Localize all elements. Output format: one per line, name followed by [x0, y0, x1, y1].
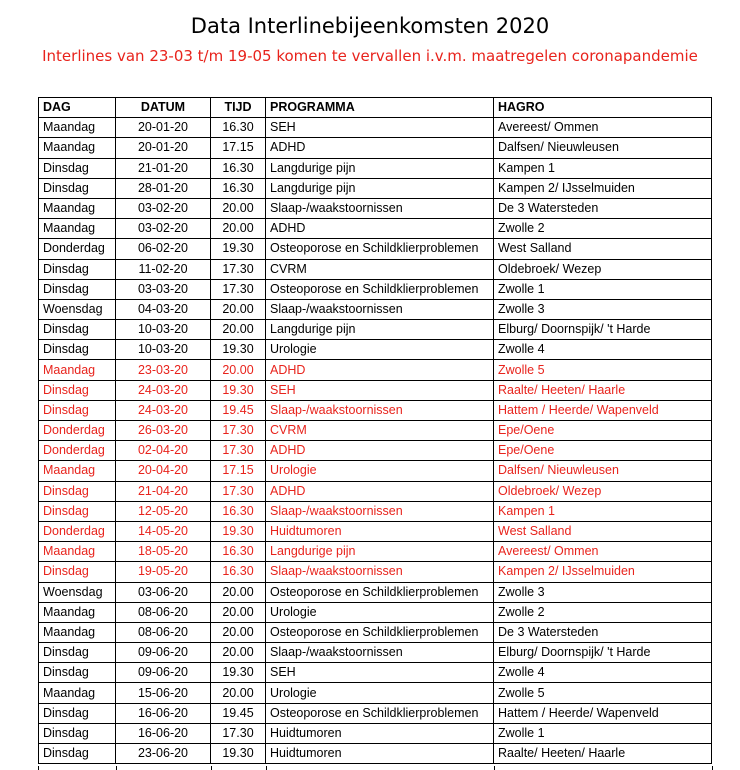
cell-programma: SEH — [266, 118, 494, 138]
cell-programma: Slaap-/waakstoornissen — [266, 501, 494, 521]
cell-datum: 03-02-20 — [116, 219, 211, 239]
cell-datum: 10-03-20 — [116, 340, 211, 360]
cell-programma: Osteoporose en Schildklierproblemen — [266, 622, 494, 642]
cell-programma: Langdurige pijn — [266, 320, 494, 340]
cell-dag: Dinsdag — [39, 501, 116, 521]
cell-datum: 24-03-20 — [116, 400, 211, 420]
cell-hagro: Kampen 2/ IJsselmuiden — [494, 178, 712, 198]
cell-hagro: Zwolle 4 — [494, 340, 712, 360]
cell-tijd: 20.00 — [211, 622, 266, 642]
cell-hagro: West Salland — [494, 239, 712, 259]
table-row — [39, 542, 712, 562]
cell-tijd: 19.30 — [211, 340, 266, 360]
cell-hagro: West Salland — [494, 521, 712, 541]
cell-datum: 20-04-20 — [116, 461, 211, 481]
cell-tijd: 19.30 — [211, 744, 266, 764]
cell-dag: Dinsdag — [39, 643, 116, 663]
cell-datum: 08-06-20 — [116, 622, 211, 642]
cell-datum: 21-01-20 — [116, 158, 211, 178]
cell-datum: 09-06-20 — [116, 663, 211, 683]
table-row — [39, 360, 712, 380]
table-row — [39, 198, 712, 218]
cell-dag: Dinsdag — [39, 340, 116, 360]
cell-tijd: 20.00 — [211, 219, 266, 239]
table-row — [39, 118, 712, 138]
cell-datum: 11-02-20 — [116, 259, 211, 279]
cell-programma: CVRM — [266, 421, 494, 441]
cell-dag: Donderdag — [39, 239, 116, 259]
cell-datum: 16-06-20 — [116, 703, 211, 723]
cell-datum: 03-03-20 — [116, 279, 211, 299]
cell-hagro: Hattem / Heerde/ Wapenveld — [494, 400, 712, 420]
cell-dag: Maandag — [39, 138, 116, 158]
cell-tijd: 19.45 — [211, 703, 266, 723]
cell-datum: 04-03-20 — [116, 299, 211, 319]
cell-dag: Dinsdag — [39, 663, 116, 683]
cell-tijd: 16.30 — [211, 158, 266, 178]
cell-hagro: Kampen 1 — [494, 501, 712, 521]
cell-datum: 10-03-20 — [116, 320, 211, 340]
cell-dag: Dinsdag — [39, 259, 116, 279]
cell-hagro: Dalfsen/ Nieuwleusen — [494, 138, 712, 158]
cell-hagro: Zwolle 5 — [494, 683, 712, 703]
table-row — [39, 582, 712, 602]
cell-hagro: Zwolle 2 — [494, 219, 712, 239]
cell-datum: 15-06-20 — [116, 683, 211, 703]
cell-hagro: Epe/Oene — [494, 441, 712, 461]
cell-hagro: Zwolle 2 — [494, 602, 712, 622]
cell-tijd: 20.00 — [211, 320, 266, 340]
cell-dag: Dinsdag — [39, 562, 116, 582]
table-row — [39, 158, 712, 178]
cell-hagro: Elburg/ Doornspijk/ 't Harde — [494, 320, 712, 340]
cell-programma: Urologie — [266, 602, 494, 622]
cell-datum: 18-05-20 — [116, 542, 211, 562]
cell-dag: Woensdag — [39, 582, 116, 602]
cell-datum: 02-04-20 — [116, 441, 211, 461]
table-row — [39, 643, 712, 663]
table-row — [39, 501, 712, 521]
cell-hagro: Epe/Oene — [494, 421, 712, 441]
cell-programma: Osteoporose en Schildklierproblemen — [266, 239, 494, 259]
cell-tijd: 17.30 — [211, 259, 266, 279]
table-row — [39, 622, 712, 642]
table-row — [39, 320, 712, 340]
cell-dag: Dinsdag — [39, 178, 116, 198]
cell-hagro: Zwolle 3 — [494, 299, 712, 319]
cell-programma: Slaap-/waakstoornissen — [266, 400, 494, 420]
cell-datum: 28-01-20 — [116, 178, 211, 198]
cell-tijd: 20.00 — [211, 360, 266, 380]
cell-programma: Urologie — [266, 461, 494, 481]
header-programma: PROGRAMMA — [266, 98, 494, 118]
cell-dag: Donderdag — [39, 441, 116, 461]
cell-tijd: 17.30 — [211, 279, 266, 299]
cell-datum: 24-03-20 — [116, 380, 211, 400]
cell-datum: 20-01-20 — [116, 138, 211, 158]
cell-tijd: 20.00 — [211, 602, 266, 622]
cell-dag: Maandag — [39, 118, 116, 138]
cell-programma: Osteoporose en Schildklierproblemen — [266, 582, 494, 602]
table-row — [39, 178, 712, 198]
cell-hagro: Zwolle 3 — [494, 582, 712, 602]
table-row — [39, 521, 712, 541]
cell-dag: Dinsdag — [39, 279, 116, 299]
cell-hagro: Raalte/ Heeten/ Haarle — [494, 744, 712, 764]
cell-hagro: Oldebroek/ Wezep — [494, 481, 712, 501]
cell-programma: Slaap-/waakstoornissen — [266, 562, 494, 582]
cell-hagro: Elburg/ Doornspijk/ 't Harde — [494, 643, 712, 663]
cell-hagro: Kampen 2/ IJsselmuiden — [494, 562, 712, 582]
cell-programma: Huidtumoren — [266, 744, 494, 764]
cell-programma: Slaap-/waakstoornissen — [266, 643, 494, 663]
cell-dag: Maandag — [39, 542, 116, 562]
table-row — [39, 723, 712, 743]
cell-datum: 20-01-20 — [116, 118, 211, 138]
cell-datum: 19-05-20 — [116, 562, 211, 582]
table-row — [39, 340, 712, 360]
cell-tijd: 19.30 — [211, 521, 266, 541]
cell-tijd: 17.30 — [211, 441, 266, 461]
cell-dag: Maandag — [39, 683, 116, 703]
table-row — [39, 481, 712, 501]
cell-hagro: De 3 Watersteden — [494, 198, 712, 218]
cell-tijd: 16.30 — [211, 562, 266, 582]
cell-tijd: 17.30 — [211, 723, 266, 743]
cell-datum: 14-05-20 — [116, 521, 211, 541]
cell-datum: 08-06-20 — [116, 602, 211, 622]
cell-tijd: 20.00 — [211, 198, 266, 218]
cell-hagro: Dalfsen/ Nieuwleusen — [494, 461, 712, 481]
cell-dag: Maandag — [39, 461, 116, 481]
header-dag: DAG — [39, 98, 116, 118]
cell-programma: ADHD — [266, 219, 494, 239]
table-row — [39, 441, 712, 461]
table-row — [39, 239, 712, 259]
table-body — [39, 118, 712, 764]
cell-hagro: Zwolle 5 — [494, 360, 712, 380]
cell-tijd: 20.00 — [211, 683, 266, 703]
cell-programma: Urologie — [266, 683, 494, 703]
cell-datum: 03-06-20 — [116, 582, 211, 602]
cell-dag: Dinsdag — [39, 380, 116, 400]
cell-programma: ADHD — [266, 138, 494, 158]
cell-programma: ADHD — [266, 360, 494, 380]
cell-dag: Dinsdag — [39, 703, 116, 723]
cell-dag: Maandag — [39, 622, 116, 642]
cell-programma: Langdurige pijn — [266, 542, 494, 562]
cell-tijd: 20.00 — [211, 582, 266, 602]
table-row — [39, 703, 712, 723]
table-row — [39, 380, 712, 400]
cell-tijd: 19.45 — [211, 400, 266, 420]
cell-tijd: 16.30 — [211, 178, 266, 198]
cell-hagro: Hattem / Heerde/ Wapenveld — [494, 703, 712, 723]
cell-hagro: Oldebroek/ Wezep — [494, 259, 712, 279]
cell-tijd: 16.30 — [211, 501, 266, 521]
cell-dag: Dinsdag — [39, 723, 116, 743]
cell-datum: 23-06-20 — [116, 744, 211, 764]
cell-hagro: Avereest/ Ommen — [494, 118, 712, 138]
cell-tijd: 17.30 — [211, 421, 266, 441]
cell-hagro: Zwolle 1 — [494, 279, 712, 299]
cell-programma: Slaap-/waakstoornissen — [266, 299, 494, 319]
cell-programma: Urologie — [266, 340, 494, 360]
table-row — [39, 138, 712, 158]
table-row — [39, 744, 712, 764]
table-row — [39, 663, 712, 683]
table-row — [39, 259, 712, 279]
document-title: Data Interlinebijeenkomsten 2020 — [190, 14, 550, 38]
header-hagro: HAGRO — [494, 98, 712, 118]
cell-dag: Dinsdag — [39, 320, 116, 340]
table-row — [39, 683, 712, 703]
cancellation-notice: Interlines van 23-03 t/m 19-05 komen te vervallen i.v.m. maatregelen coronapandemie — [42, 47, 698, 65]
cell-tijd: 17.30 — [211, 481, 266, 501]
cell-programma: Huidtumoren — [266, 723, 494, 743]
cell-dag: Maandag — [39, 602, 116, 622]
cell-datum: 23-03-20 — [116, 360, 211, 380]
cell-tijd: 20.00 — [211, 643, 266, 663]
cell-hagro: De 3 Watersteden — [494, 622, 712, 642]
cell-programma: Langdurige pijn — [266, 158, 494, 178]
table-header-row — [39, 98, 712, 118]
table-row — [39, 279, 712, 299]
cell-programma: Slaap-/waakstoornissen — [266, 198, 494, 218]
cell-datum: 09-06-20 — [116, 643, 211, 663]
header-datum: DATUM — [116, 98, 211, 118]
cell-programma: Langdurige pijn — [266, 178, 494, 198]
cell-tijd: 16.30 — [211, 118, 266, 138]
cell-tijd: 20.00 — [211, 299, 266, 319]
table-row — [39, 219, 712, 239]
cell-dag: Maandag — [39, 360, 116, 380]
schedule-table — [38, 97, 712, 764]
cell-tijd: 19.30 — [211, 239, 266, 259]
cell-programma: SEH — [266, 380, 494, 400]
cell-datum: 06-02-20 — [116, 239, 211, 259]
table-row — [39, 602, 712, 622]
cell-dag: Dinsdag — [39, 158, 116, 178]
cell-dag: Donderdag — [39, 521, 116, 541]
cell-dag: Woensdag — [39, 299, 116, 319]
cell-datum: 03-02-20 — [116, 198, 211, 218]
table-row — [39, 400, 712, 420]
cell-datum: 12-05-20 — [116, 501, 211, 521]
cell-dag: Donderdag — [39, 421, 116, 441]
cell-tijd: 19.30 — [211, 663, 266, 683]
cell-programma: SEH — [266, 663, 494, 683]
header-tijd: TIJD — [211, 98, 266, 118]
table-row — [39, 562, 712, 582]
cell-programma: Osteoporose en Schildklierproblemen — [266, 279, 494, 299]
cell-hagro: Zwolle 4 — [494, 663, 712, 683]
cell-dag: Maandag — [39, 198, 116, 218]
cell-hagro: Zwolle 1 — [494, 723, 712, 743]
cell-datum: 16-06-20 — [116, 723, 211, 743]
cell-programma: Huidtumoren — [266, 521, 494, 541]
cell-programma: Osteoporose en Schildklierproblemen — [266, 703, 494, 723]
cell-dag: Dinsdag — [39, 400, 116, 420]
cell-programma: ADHD — [266, 441, 494, 461]
cell-dag: Maandag — [39, 219, 116, 239]
cell-tijd: 17.15 — [211, 461, 266, 481]
cell-datum: 21-04-20 — [116, 481, 211, 501]
cell-programma: CVRM — [266, 259, 494, 279]
table-row — [39, 461, 712, 481]
cell-hagro: Avereest/ Ommen — [494, 542, 712, 562]
table-row — [39, 299, 712, 319]
cell-datum: 26-03-20 — [116, 421, 211, 441]
cell-tijd: 16.30 — [211, 542, 266, 562]
cell-hagro: Raalte/ Heeten/ Haarle — [494, 380, 712, 400]
cell-dag: Dinsdag — [39, 744, 116, 764]
cell-tijd: 19.30 — [211, 380, 266, 400]
cell-hagro: Kampen 1 — [494, 158, 712, 178]
cell-tijd: 17.15 — [211, 138, 266, 158]
table-row — [39, 421, 712, 441]
cell-dag: Dinsdag — [39, 481, 116, 501]
table-continuation — [38, 766, 713, 770]
cell-programma: ADHD — [266, 481, 494, 501]
